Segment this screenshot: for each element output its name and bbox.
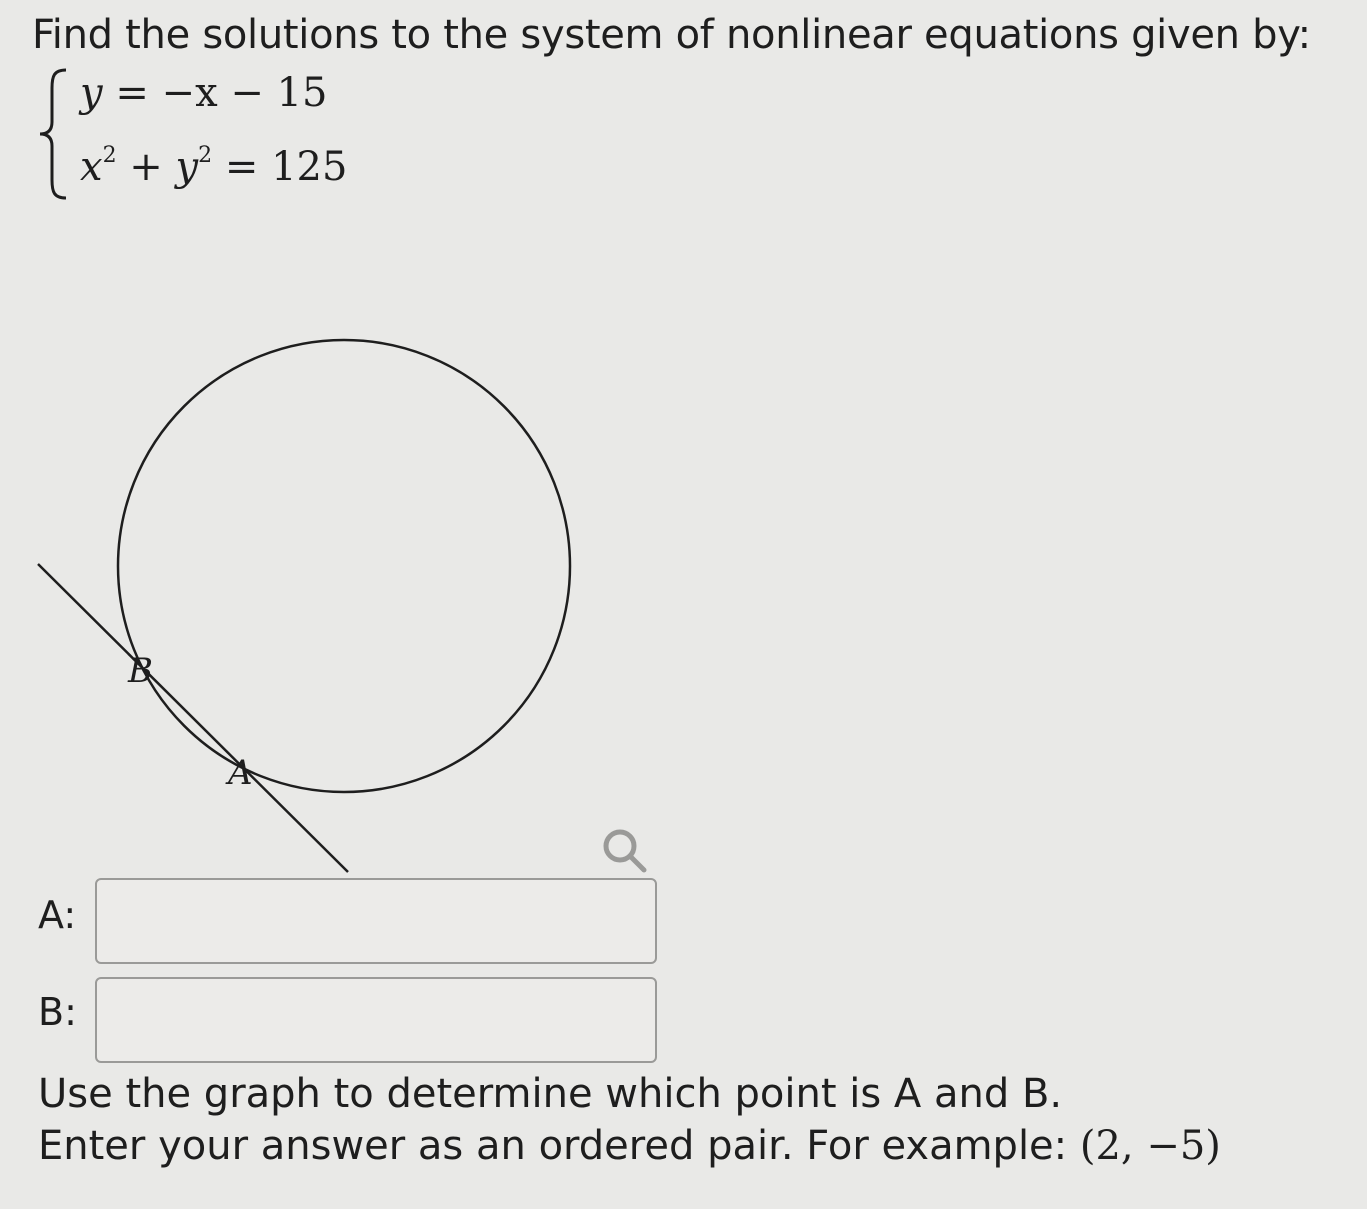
answer-a-input[interactable] bbox=[95, 878, 657, 964]
instructions-line-2 bbox=[38, 1120, 1221, 1172]
point-a-label: A bbox=[228, 753, 253, 793]
instructions bbox=[38, 1068, 1221, 1172]
circle-equation-plus: + bbox=[116, 144, 176, 190]
answer-b-label: B: bbox=[38, 990, 77, 1034]
instructions-line-1: Use the graph to determine which point is A and B. bbox=[38, 1071, 1063, 1117]
circle-equation-x-exponent: 2 bbox=[102, 142, 117, 168]
circle-curve bbox=[118, 340, 570, 792]
question-prompt: Find the solutions to the system of nonlinear equations given by: bbox=[32, 12, 1311, 58]
circle-equation-x: x bbox=[80, 144, 103, 190]
line-equation bbox=[80, 70, 327, 116]
example-pair: (2, −5) bbox=[1079, 1123, 1221, 1169]
answer-b-input[interactable] bbox=[95, 977, 657, 1063]
line-equation-lhs: y bbox=[80, 70, 103, 116]
line-equation-rhs: = −x − 15 bbox=[115, 70, 328, 116]
line-curve bbox=[38, 564, 348, 872]
circle-equation-rhs: = 125 bbox=[212, 144, 348, 190]
equation-system bbox=[36, 66, 436, 206]
circle-equation-y-exponent: 2 bbox=[198, 142, 213, 168]
circle-equation-y: y bbox=[175, 144, 199, 190]
instructions-line-2-text: Enter your answer as an ordered pair. For example: bbox=[38, 1123, 1080, 1169]
point-b-label: B bbox=[128, 651, 153, 691]
magnifying-glass-icon[interactable] bbox=[596, 822, 652, 878]
left-brace bbox=[36, 66, 72, 202]
answer-a-label: A: bbox=[38, 893, 77, 937]
circle-equation bbox=[80, 144, 347, 190]
graph bbox=[0, 300, 700, 900]
